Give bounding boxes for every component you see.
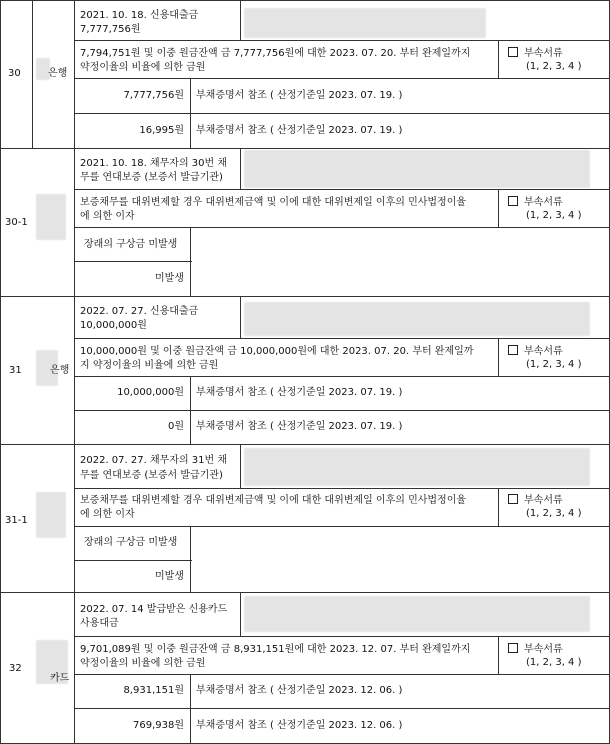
claim-cause-line2: 10,000,000원 bbox=[80, 320, 147, 331]
claim-detail-line2: 약정이율의 비율에 의한 금원 bbox=[80, 658, 206, 669]
rule bbox=[74, 189, 610, 190]
principal-amount: 10,000,000원 bbox=[117, 387, 184, 398]
claim-number: 31-1 bbox=[5, 515, 28, 526]
claim-number: 32 bbox=[9, 663, 22, 674]
principal-note: 부채증명서 참조 ( 산정기준일 2023. 12. 06. ) bbox=[196, 685, 403, 696]
interest-amount: 16,995원 bbox=[139, 125, 184, 136]
rule bbox=[498, 636, 499, 674]
rule bbox=[74, 78, 610, 79]
rule bbox=[74, 113, 610, 114]
attachment-label: 부속서류 bbox=[524, 346, 563, 357]
redacted-text bbox=[244, 448, 590, 486]
not-incurred-label: 미발생 bbox=[155, 571, 184, 582]
rule bbox=[190, 78, 191, 148]
rule bbox=[498, 338, 499, 376]
claim-detail-line2: 지 약정이율의 비율에 의한 금원 bbox=[80, 360, 219, 371]
attachment-checkbox[interactable] bbox=[508, 345, 518, 355]
rule bbox=[74, 0, 75, 744]
not-incurred-label: 미발생 bbox=[155, 273, 184, 284]
attachment-cell bbox=[508, 196, 610, 222]
rule bbox=[0, 0, 1, 744]
rule bbox=[74, 708, 610, 709]
attachment-checkbox[interactable] bbox=[508, 494, 518, 504]
claim-detail-line2: 에 의한 이자 bbox=[80, 211, 135, 222]
creditor-name: 은행 bbox=[48, 68, 68, 79]
attachment-checkbox[interactable] bbox=[508, 643, 518, 653]
principal-note: 부채증명서 참조 ( 산정기준일 2023. 07. 19. ) bbox=[196, 387, 403, 398]
redacted-text bbox=[244, 8, 486, 38]
interest-note: 부채증명서 참조 ( 산정기준일 2023. 07. 19. ) bbox=[196, 421, 403, 432]
future-claim-label: 장래의 구상금 미발생 bbox=[84, 239, 178, 250]
attachment-label: 부속서류 bbox=[524, 644, 563, 655]
rule bbox=[0, 0, 610, 1]
rule bbox=[240, 148, 241, 189]
attachment-label: 부속서류 bbox=[524, 197, 563, 208]
claim-cause-line1: 2022. 07. 27. 채무자의 31번 채 bbox=[80, 455, 228, 466]
rule bbox=[190, 526, 191, 592]
redacted-text bbox=[244, 302, 590, 336]
rule bbox=[190, 674, 191, 743]
rule bbox=[498, 189, 499, 227]
rule bbox=[74, 526, 610, 527]
attachment-numbers: (1, 2, 3, 4 ) bbox=[526, 210, 582, 221]
claim-cause-line1: 2021. 10. 18. 채무자의 30번 채 bbox=[80, 158, 228, 169]
attachment-checkbox[interactable] bbox=[508, 196, 518, 206]
claim-detail-line1: 9,701,089원 및 이중 원금잔액 금 8,931,151원에 대한 2023. 12. 07. 부터 완제일까지 bbox=[80, 644, 471, 655]
attachment-numbers: (1, 2, 3, 4 ) bbox=[526, 508, 582, 519]
claim-detail-line1: 보증채무를 대위변제할 경우 대위변제금액 및 이에 대한 대위변제일 이후의 민사법정이율 bbox=[80, 495, 467, 506]
interest-amount: 0원 bbox=[167, 421, 184, 432]
creditor-name: 카드 bbox=[50, 673, 70, 684]
rule bbox=[74, 376, 610, 377]
rule bbox=[74, 410, 610, 411]
attachment-label: 부속서류 bbox=[524, 48, 563, 59]
attachment-numbers: (1, 2, 3, 4 ) bbox=[526, 359, 582, 370]
redacted-text bbox=[244, 150, 590, 188]
rule bbox=[0, 296, 610, 297]
claim-cause-line1: 2022. 07. 14 발급받은 신용카드 bbox=[80, 604, 228, 615]
attachment-numbers: (1, 2, 3, 4 ) bbox=[526, 657, 582, 668]
rule bbox=[74, 636, 610, 637]
attachment-numbers: (1, 2, 3, 4 ) bbox=[526, 61, 582, 72]
interest-amount: 769,938원 bbox=[132, 720, 184, 731]
rule bbox=[190, 376, 191, 444]
attachment-cell bbox=[508, 494, 610, 520]
interest-note: 부채증명서 참조 ( 산정기준일 2023. 07. 19. ) bbox=[196, 125, 403, 136]
rule bbox=[74, 261, 192, 262]
claim-detail-line2: 약정이율의 비율에 의한 금원 bbox=[80, 62, 206, 73]
attachment-cell bbox=[508, 643, 610, 669]
claim-cause-line1: 2022. 07. 27. 신용대출금 bbox=[80, 306, 199, 317]
claim-detail-line2: 에 의한 이자 bbox=[80, 509, 135, 520]
attachment-cell bbox=[508, 47, 610, 73]
rule bbox=[498, 488, 499, 526]
attachment-checkbox[interactable] bbox=[508, 47, 518, 57]
rule bbox=[74, 40, 610, 41]
principal-amount: 7,777,756원 bbox=[123, 90, 184, 101]
redacted-text bbox=[244, 596, 590, 632]
rule bbox=[498, 40, 499, 78]
future-claim-label: 장래의 구상금 미발생 bbox=[84, 537, 178, 548]
attachment-label: 부속서류 bbox=[524, 495, 563, 506]
claim-cause-line2: 사용대금 bbox=[80, 618, 119, 629]
rule bbox=[74, 338, 610, 339]
claim-number: 30-1 bbox=[5, 217, 28, 228]
rule bbox=[240, 444, 241, 488]
claim-cause-line1: 2021. 10. 18. 신용대출금 bbox=[80, 10, 199, 21]
attachment-cell bbox=[508, 345, 610, 371]
claim-cause-line2: 7,777,756원 bbox=[80, 24, 141, 35]
rule bbox=[32, 0, 33, 148]
claim-detail-line1: 10,000,000원 및 이중 원금잔액 금 10,000,000원에 대한 2023. 07. 20. 부터 완제일까 bbox=[80, 346, 474, 357]
interest-note: 부채증명서 참조 ( 산정기준일 2023. 12. 06. ) bbox=[196, 720, 403, 731]
rule bbox=[74, 488, 610, 489]
principal-amount: 8,931,151원 bbox=[123, 685, 184, 696]
claim-number: 30 bbox=[8, 68, 21, 79]
claim-number: 31 bbox=[9, 365, 22, 376]
rule bbox=[0, 148, 610, 149]
rule bbox=[0, 592, 610, 593]
creditor-name: 은행 bbox=[50, 365, 70, 376]
claim-cause-line2: 무를 연대보증 (보증서 발급기관) bbox=[80, 172, 223, 183]
redacted-creditor-name bbox=[36, 194, 66, 240]
rule bbox=[74, 227, 610, 228]
rule bbox=[74, 674, 610, 675]
claim-detail-line1: 보증채무를 대위변제할 경우 대위변제금액 및 이에 대한 대위변제일 이후의 민사법정이율 bbox=[80, 197, 467, 208]
claim-detail-line1: 7,794,751원 및 이중 원금잔액 금 7,777,756원에 대한 2023. 07. 20. 부터 완제일까지 bbox=[80, 48, 471, 59]
rule bbox=[240, 0, 241, 40]
rule bbox=[74, 560, 192, 561]
principal-note: 부채증명서 참조 ( 산정기준일 2023. 07. 19. ) bbox=[196, 90, 403, 101]
redacted-creditor-name bbox=[36, 492, 66, 538]
rule bbox=[0, 444, 610, 445]
rule bbox=[240, 592, 241, 636]
rule bbox=[190, 227, 191, 296]
claim-cause-line2: 무를 연대보증 (보증서 발급기관) bbox=[80, 470, 223, 481]
rule bbox=[240, 296, 241, 338]
